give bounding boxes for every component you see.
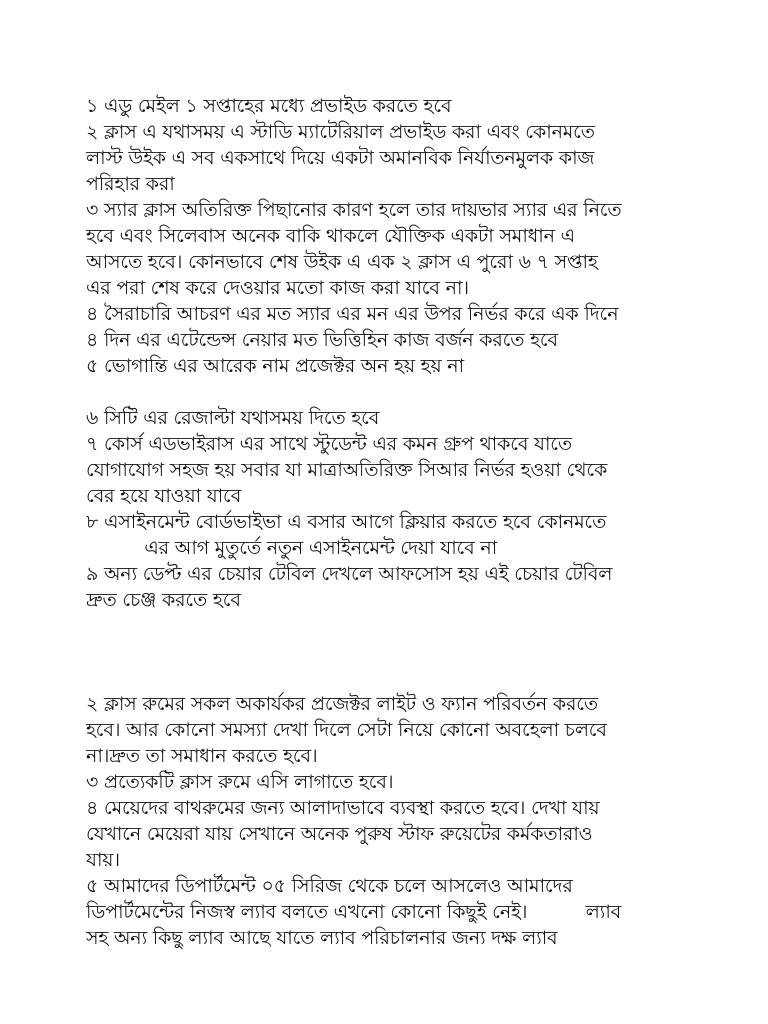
text-line: এর পরা শেষ করে দেওয়ার মতো কাজ করা যাবে না। — [86, 277, 469, 299]
text-line: বের হয়ে যাওয়া যাবে — [86, 485, 242, 507]
text-line: দ্রুত চেঞ্জ করতে হবে — [86, 589, 241, 611]
text-line: ৯ অন্য ডেপ্ট এর চেয়ার টেবিল দেখলে আফসোস হয় এই চেয়ার টেবিল — [86, 563, 613, 585]
text-line: ৪ দিন এর এটেন্ডেন্স নেয়ার মত ভিত্তিহিন কাজ বর্জন করতে হবে — [86, 329, 558, 351]
text-line: আসতে হবে। কোনভাবে শেষ উইক এ এক ২ ক্লাস এ পুরো ৬ ৭ সপ্তাহ — [86, 251, 598, 273]
text-line: ৩ স্যার ক্লাস অতিরিক্ত পিছানোর কারণ হলে তার দায়ভার স্যার এর নিতে — [86, 199, 622, 221]
text-line: ২ ক্লাস এ যথাসময় এ স্টাডি ম্যাটেরিয়াল প্রভাইড করা এবং কোনমতে — [86, 121, 595, 143]
text-line: যোগাযোগ সহজ হয় সবার যা মাত্রাঅতিরিক্ত সিআর নির্ভর হওয়া থেকে — [86, 459, 608, 481]
section-gap — [86, 613, 728, 691]
text-line: ৭ কোর্স এডভাইরাস এর সাথে স্টুডেন্ট এর কমন গ্রুপ থাকবে যাতে — [86, 433, 572, 455]
text-line: ৪ মেয়েদের বাথরুমের জন্য আলাদাভাবে ব্যবস্থা করতে হবে। দেখা যায় — [86, 797, 600, 819]
text-line: ১ এডু মেইল ১ সপ্তাহের মধ্যে প্রভাইড করতে হবে — [86, 95, 452, 117]
text-line: লাস্ট উইক এ সব একসাথে দিয়ে একটা অমানবিক নির্যাতনমুলক কাজ — [86, 147, 595, 169]
text-line: হবে। আর কোনো সমস্যা দেখা দিলে সেটা নিয়ে কোনো অবহেলা চলবে — [86, 719, 607, 741]
text-line: হবে এবং সিলেবাস অনেক বাকি থাকলে যৌক্তিক একটা সমাধান এ — [86, 225, 575, 247]
text-line: যায়। — [86, 849, 120, 871]
text-line: ৩ প্রত্যেকটি ক্লাস রুমে এসি লাগাতে হবে। — [86, 771, 394, 793]
text-line: সহ অন্য কিছু ল্যাব আছে যাতে ল্যাব পরিচালনার জন্য দক্ষ ল্যাব — [86, 927, 558, 949]
text-line: যেখানে মেয়েরা যায় সেখানে অনেক পুরুষ স্টাফ রুয়েটের কর্মকতারাও — [86, 823, 593, 845]
text-line: ডিপার্টমেন্টের নিজস্ব ল্যাব বলতে এখনো কোনো কিছুই নেই। ল্যাব — [86, 901, 621, 923]
text-line: ৮ এসাইনমেন্ট বোর্ডভাইভা এ বসার আগে ক্লিয়ার করতে হবে কোনমতে — [86, 511, 607, 533]
text-line: ৪ সৈরাচারি আচরণ এর মত স্যার এর মন এর উপর নির্ভর করে এক দিনে — [86, 303, 619, 325]
text-line: পরিহার করা — [86, 173, 175, 195]
text-line: ৫ ভোগান্তি এর আরেক নাম প্রজেক্টর অন হয় হয় না — [86, 355, 464, 377]
text-line: ৫ আমাদের ডিপার্টমেন্ট ০৫ সিরিজ থেকে চলে আসলেও আমাদের — [86, 875, 573, 897]
text-line: না।দ্রুত তা সমাধান করতে হবে। — [86, 745, 318, 767]
text-line: ২ ক্লাস রুমের সকল অকার্যকর প্রজেক্টর লাইট ও ফ্যান পরিবর্তন করতে — [86, 693, 598, 715]
paragraph-gap — [86, 379, 728, 405]
text-line: ৬ সিটি এর রেজাল্টা যথাসময় দিতে হবে — [86, 407, 380, 429]
text-line: এর আগ মুতুর্তে নতুন এসাইনমেন্ট দেয়া যাবে না — [86, 537, 498, 559]
